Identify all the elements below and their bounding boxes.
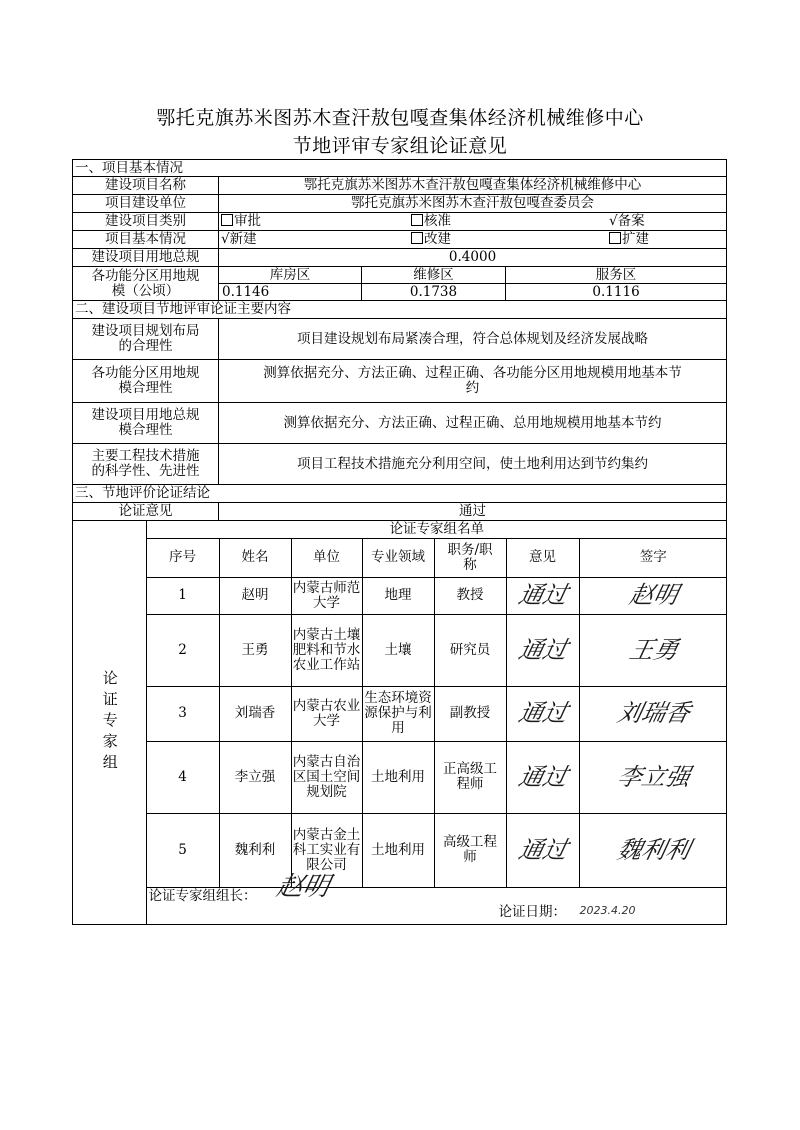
criterion-content: 测算依据充分、方法正确、过程正确、各功能分区用地规模用地基本节 约 — [219, 360, 727, 403]
checkbox-icon — [411, 232, 423, 244]
expert-unit: 内蒙古农业大学 — [291, 686, 362, 741]
date-label: 论证日期： — [498, 903, 566, 920]
category-options — [219, 213, 727, 231]
category-option-verify[interactable]: 核准 — [411, 214, 451, 229]
expert-title: 研究员 — [434, 614, 506, 686]
expert-field: 土地利用 — [362, 741, 434, 813]
col-header-unit: 单位 — [291, 538, 362, 577]
total-area-value: 0.4000 — [219, 249, 727, 267]
handwritten-opinion: 通过 — [506, 741, 579, 813]
checkbox-icon — [609, 232, 621, 244]
leader-signature: 赵明 — [273, 871, 332, 902]
document-subtitle: 节地评审专家组论证意见 — [292, 135, 508, 157]
section3-heading: 三、节地评价论证结论 — [73, 485, 727, 503]
zone-name-service: 服务区 — [506, 267, 727, 284]
opinion-label: 论证意见 — [73, 503, 219, 521]
expert-name: 刘瑞香 — [219, 686, 291, 741]
handwritten-opinion: 通过 — [506, 813, 579, 887]
col-header-signature: 签字 — [579, 538, 727, 577]
basic-option-expand[interactable]: 扩建 — [609, 232, 649, 247]
section2-heading: 二、建设项目节地评审论证主要内容 — [73, 301, 727, 319]
opinion-value: 通过 — [219, 503, 727, 521]
expert-field: 土地利用 — [362, 813, 434, 887]
table-row — [73, 813, 727, 887]
expert-name: 赵明 — [219, 577, 291, 614]
section1-heading: 一、项目基本情况 — [73, 160, 727, 177]
table-row — [73, 686, 727, 741]
expert-field: 生态环境资源保护与利用 — [362, 686, 434, 741]
col-header-opinion: 意见 — [506, 538, 579, 577]
handwritten-signature: 魏利利 — [579, 813, 727, 887]
expert-unit: 内蒙古师范大学 — [291, 577, 362, 614]
col-header-no: 序号 — [146, 538, 219, 577]
expert-name: 李立强 — [219, 741, 291, 813]
expert-unit: 内蒙古金土科工实业有限公司 — [291, 813, 362, 887]
checkmark-icon: √ — [221, 231, 230, 247]
table-row — [73, 614, 727, 686]
handwritten-opinion: 通过 — [506, 686, 579, 741]
col-header-field: 专业领域 — [362, 538, 434, 577]
handwritten-opinion: 通过 — [506, 577, 579, 614]
basic-label: 项目基本情况 — [73, 231, 219, 249]
handwritten-date: 2023.4.20 — [579, 903, 636, 917]
criterion-label: 建设项目用地总规 模合理性 — [73, 403, 219, 444]
basic-option-rebuild[interactable]: 改建 — [411, 232, 451, 247]
col-header-title: 职务/职称 — [434, 538, 506, 577]
review-form-table — [72, 159, 727, 925]
col-header-name: 姓名 — [219, 538, 291, 577]
project-name-value: 鄂托克旗苏米图苏木查汗敖包嘎查集体经济机械维修中心 — [219, 177, 727, 195]
zone-value-service: 0.1116 — [506, 284, 727, 301]
category-option-record[interactable]: √备案 — [609, 213, 645, 229]
zone-area-label: 各功能分区用地规 模（公顷） — [73, 267, 219, 301]
unit-label: 项目建设单位 — [73, 195, 219, 213]
project-name-label: 建设项目名称 — [73, 177, 219, 195]
criterion-label: 建设项目规划布局 的合理性 — [73, 319, 219, 360]
table-row — [73, 577, 727, 614]
expert-no: 5 — [146, 813, 219, 887]
expert-no: 3 — [146, 686, 219, 741]
expert-no: 2 — [146, 614, 219, 686]
criterion-label: 主要工程技术措施 的科学性、先进性 — [73, 444, 219, 485]
expert-list-title: 论证专家组名单 — [146, 521, 727, 538]
expert-title: 副教授 — [434, 686, 506, 741]
handwritten-opinion: 通过 — [506, 614, 579, 686]
category-label: 建设项目类别 — [73, 213, 219, 231]
criterion-label: 各功能分区用地规 模合理性 — [73, 360, 219, 403]
handwritten-signature: 王勇 — [579, 614, 727, 686]
document-title: 鄂托克旗苏米图苏木查汗敖包嘎查集体经济机械维修中心 — [156, 107, 644, 129]
zone-value-repair: 0.1738 — [362, 284, 506, 301]
expert-title: 教授 — [434, 577, 506, 614]
total-area-label: 建设项目用地总规 — [73, 249, 219, 267]
criterion-content: 项目工程技术措施充分利用空间，使土地利用达到节约集约 — [219, 444, 727, 485]
basic-options — [219, 231, 727, 249]
zone-value-storage: 0.1146 — [219, 284, 362, 301]
checkbox-icon — [221, 214, 233, 226]
criterion-content: 测算依据充分、方法正确、过程正确、总用地规模用地基本节约 — [219, 403, 727, 444]
unit-value: 鄂托克旗苏米图苏木查汗敖包嘎查委员会 — [219, 195, 727, 213]
expert-field: 土壤 — [362, 614, 434, 686]
leader-sign-area — [146, 871, 727, 924]
handwritten-signature: 刘瑞香 — [579, 686, 727, 741]
category-option-approval[interactable]: 审批 — [221, 214, 261, 229]
expert-unit: 内蒙古土壤肥料和节水农业工作站 — [291, 614, 362, 686]
expert-title: 正高级工程师 — [434, 741, 506, 813]
expert-name: 魏利利 — [219, 813, 291, 887]
expert-unit: 内蒙古自治区国土空间规划院 — [291, 741, 362, 813]
expert-title: 高级工程师 — [434, 813, 506, 887]
expert-no: 1 — [146, 577, 219, 614]
expert-list-table — [73, 521, 727, 924]
expert-no: 4 — [146, 741, 219, 813]
criterion-content: 项目建设规划布局紧凑合理，符合总体规划及经济发展战略 — [219, 319, 727, 360]
table-row — [73, 741, 727, 813]
handwritten-signature: 李立强 — [579, 741, 727, 813]
basic-option-new[interactable]: √新建 — [221, 231, 257, 247]
handwritten-signature: 赵明 — [579, 577, 727, 614]
expert-field: 地理 — [362, 577, 434, 614]
checkbox-icon — [411, 214, 423, 226]
expert-group-side-label: 论证专家组 — [73, 521, 146, 924]
expert-group-block — [73, 521, 727, 925]
leader-label: 论证专家组组长： — [148, 887, 257, 904]
zone-name-repair: 维修区 — [362, 267, 506, 284]
zone-name-storage: 库房区 — [219, 267, 362, 284]
expert-name: 王勇 — [219, 614, 291, 686]
checkmark-icon: √ — [609, 213, 618, 229]
